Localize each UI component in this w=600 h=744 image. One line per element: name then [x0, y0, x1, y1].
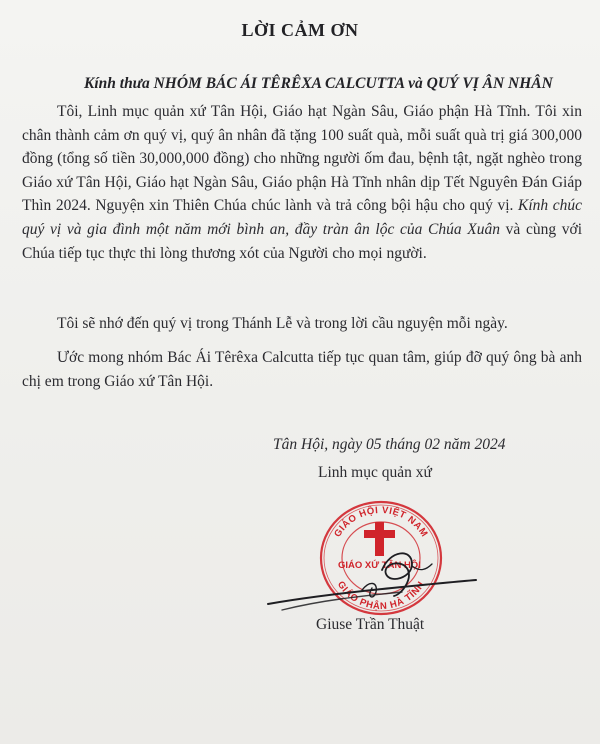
paragraph-thanks-part-3: và cùng với Chúa tiếp tục thực thi lòng thương xót của Người cho mọi người.	[22, 220, 583, 262]
stamp-middle-text: GIÁO XỨ TÂN HỘI	[338, 560, 421, 571]
paragraph-thanks-part-1: Tôi, Linh mục quản xứ Tân Hội, Giáo hạt Ngàn Sâu, Giáo phận Hà Tĩnh. Tôi xin chân thành cảm ơn quý vị, quý ân nhân đã tặng 100 suất quà, mỗi suất quà trị giá 300,000 đồng (tổng số tiền 30,000,000 đồng) cho những người ốm đau, bệnh tật, ngặt nghèo trong Giáo xứ Tân Hội, Giáo hạt Ngàn Sâu, Giáo phận Hà Tĩnh nhân dịp Tết Nguyên Đán Giáp Thìn 2024. Nguyện xin Thiên Chúa chúc lành và trả công bội hậu cho quý vị.	[22, 103, 582, 215]
handwritten-signature	[262, 540, 482, 620]
signer-name: Giuse Trần Thuật	[316, 616, 425, 633]
letter-title: LỜI CẢM ƠN	[241, 20, 359, 40]
signer-role: Linh mục quản xứ	[318, 464, 432, 481]
paragraph-thanks-italic: Kính chúc quý vị và gia đình một năm mới bình an, đầy tràn ân lộc của Chúa Xuân	[22, 197, 583, 238]
paragraph-prayer: Tôi sẽ nhớ đến quý vị trong Thánh Lễ và trong lời cầu nguyện mỗi ngày.	[57, 315, 508, 332]
paragraph-hope: Ước mong nhóm Bác Ái Têrêxa Calcutta tiếp tục quan tâm, giúp đỡ quý ông bà anh chị em trong Giáo xứ Tân Hội.	[22, 349, 582, 390]
paragraph-thanks	[22, 100, 582, 265]
stamp-bottom-text: GIÁO PHẬN HÀ TĨNH	[334, 579, 428, 613]
place-date: Tân Hội, ngày 05 tháng 02 năm 2024	[273, 436, 506, 453]
salutation: Kính thưa NHÓM BÁC ÁI TÊRÊXA CALCUTTA và QUÝ VỊ ÂN NHÂN	[84, 75, 553, 92]
stamp-top-text: GIÁO HỘI VIỆT NAM	[332, 504, 430, 540]
